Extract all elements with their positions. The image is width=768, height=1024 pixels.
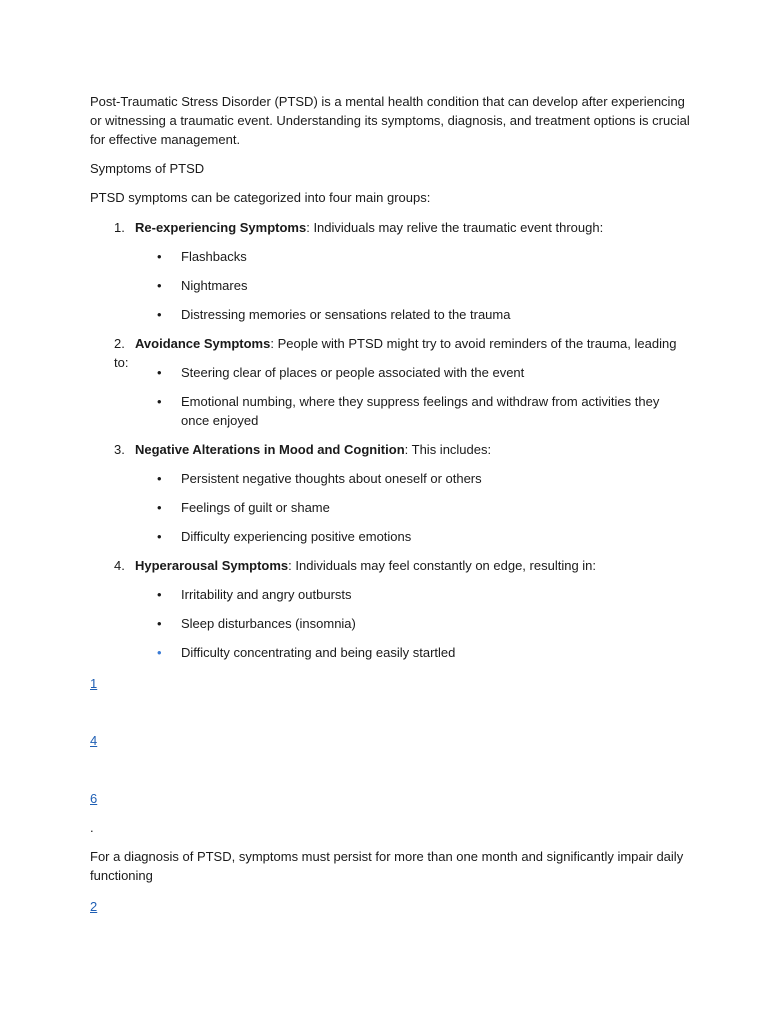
- list-item: • Difficulty experiencing positive emotions: [157, 529, 412, 544]
- bullet-icon: •: [157, 587, 162, 602]
- group-desc: : Individuals may relive the traumatic event through:: [306, 220, 604, 235]
- list-item: • Nightmares: [157, 278, 248, 293]
- group-number: 2.: [114, 336, 125, 351]
- group-title: Hyperarousal Symptoms: [135, 558, 289, 573]
- list-item: • Sleep disturbances (insomnia): [157, 616, 356, 631]
- group-desc: : Individuals may feel constantly on edge, resulting in:: [288, 558, 597, 573]
- bullet-icon: •: [157, 278, 162, 293]
- group-title: Re-experiencing Symptoms: [135, 220, 307, 235]
- group-desc: : This includes:: [404, 442, 492, 457]
- lead-paragraph: PTSD symptoms can be categorized into four main groups:: [90, 190, 431, 205]
- list-item: • Distressing memories or sensations related to the trauma: [157, 307, 511, 322]
- section-heading: Symptoms of PTSD: [90, 161, 205, 176]
- list-item: • Irritability and angry outbursts: [157, 587, 352, 602]
- group-title: Avoidance Symptoms: [135, 336, 271, 351]
- bullet-icon: •: [157, 529, 162, 544]
- bullet-icon: •: [157, 249, 162, 264]
- group-number: 1.: [114, 220, 125, 235]
- group-number: 4.: [114, 558, 125, 573]
- reference-link-6[interactable]: 6: [90, 791, 98, 806]
- group-item-1: [114, 218, 684, 237]
- group-item-3: [114, 440, 684, 459]
- reference-link-1[interactable]: 1: [90, 676, 98, 691]
- diagnosis-paragraph: For a diagnosis of PTSD, symptoms must persist for more than one month and significantly impair daily functioning: [90, 849, 684, 883]
- list-item: • Flashbacks: [157, 249, 247, 264]
- bullet-icon: •: [157, 365, 162, 380]
- period-mark: .: [90, 820, 94, 835]
- list-item: • Steering clear of places or people associated with the event: [157, 365, 525, 380]
- group-title: Negative Alterations in Mood and Cognition: [135, 442, 405, 457]
- bullet-icon: •: [157, 645, 162, 660]
- bullet-icon: •: [157, 500, 162, 515]
- bullet-icon: •: [157, 471, 162, 486]
- list-item: • Feelings of guilt or shame: [157, 500, 330, 515]
- group-number: 3.: [114, 442, 125, 457]
- group-item-4: [114, 556, 684, 575]
- bullet-icon: •: [157, 616, 162, 631]
- intro-paragraph: Post-Traumatic Stress Disorder (PTSD) is a mental health condition that can develop after experiencing or witnessing a traumatic event. Understanding its symptoms, diagnosis, and treatment options is crucial for effective management.: [90, 94, 690, 147]
- reference-link-2[interactable]: 2: [90, 899, 98, 914]
- group-desc: : People with PTSD might try to avoid reminders of the trauma, leading to:: [114, 336, 677, 370]
- list-item: • Difficulty concentrating and being easily startled: [157, 645, 456, 660]
- bullet-icon: •: [157, 394, 162, 409]
- bullet-icon: •: [157, 307, 162, 322]
- reference-link-4[interactable]: 4: [90, 733, 98, 748]
- list-item: • Persistent negative thoughts about oneself or others: [157, 471, 482, 486]
- list-item: • Emotional numbing, where they suppress feelings and withdraw from activities they once enjoyed: [157, 394, 660, 428]
